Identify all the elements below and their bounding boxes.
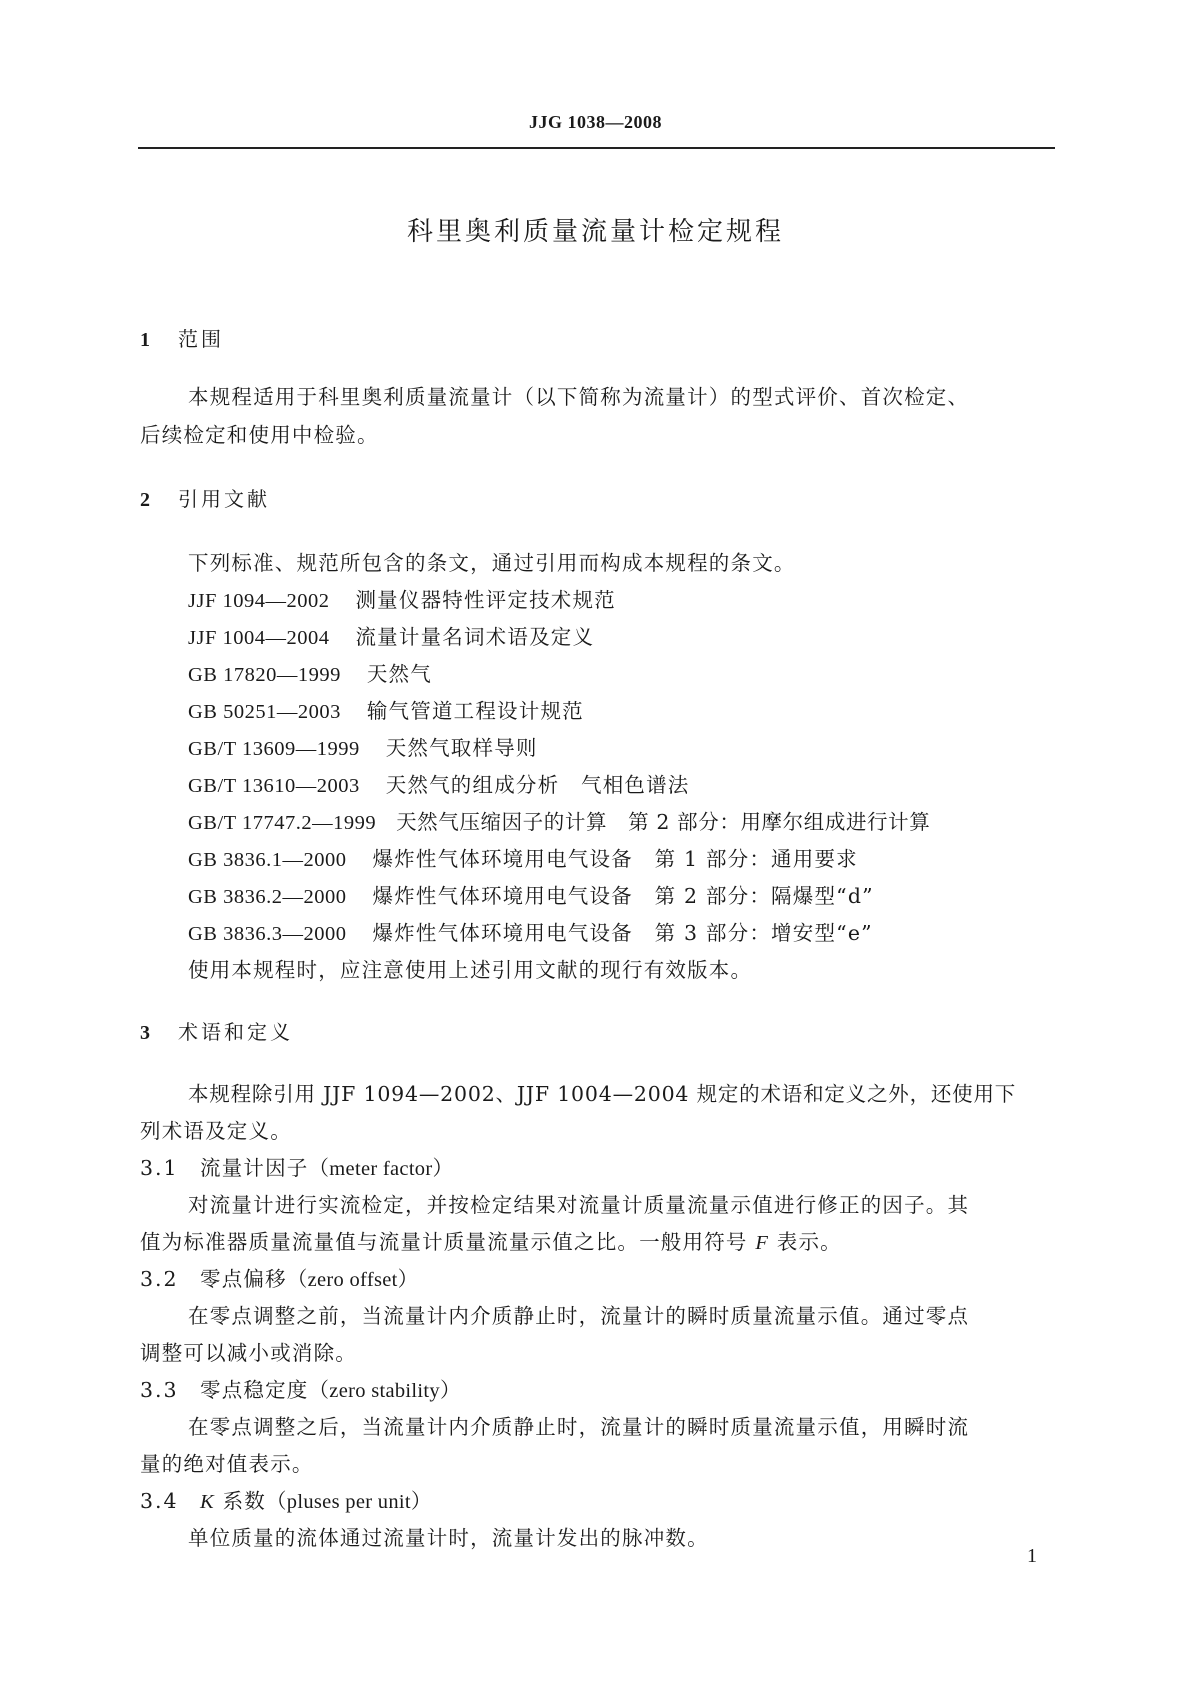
reference-code: GB/T 13610—2003 (188, 775, 360, 797)
reference-item (188, 879, 874, 909)
reference-code: GB/T 17747.2—1999 (188, 812, 377, 834)
section-number: 3 (140, 1022, 150, 1044)
reference-item (188, 916, 873, 946)
term-english: （pluses per unit） (266, 1491, 432, 1513)
reference-item (188, 620, 594, 650)
reference-item (188, 805, 930, 835)
reference-name: 爆炸性气体环境用电气设备 第 2 部分：隔爆型“d” (372, 884, 874, 908)
term-name: 零点稳定度 (200, 1378, 309, 1402)
paragraph-line: 在零点调整之后，当流量计内介质静止时，流量计的瞬时质量流量示值，用瞬时流 (188, 1415, 970, 1439)
term-number: 3.1 (140, 1156, 179, 1180)
reference-code: JJF 1004—2004 (188, 627, 330, 649)
term-english: （meter factor） (308, 1158, 454, 1180)
term-number: 3.2 (140, 1267, 179, 1291)
reference-code: GB 3836.2—2000 (188, 886, 347, 908)
term-name: 系数 (214, 1489, 266, 1513)
term-english: （zero offset） (286, 1269, 419, 1291)
reference-item (188, 657, 432, 687)
paragraph-line: 量的绝对值表示。 (140, 1452, 314, 1476)
reference-code: GB/T 13609—1999 (188, 738, 360, 760)
reference-name: 天然气的组成分析 气相色谱法 (385, 773, 690, 797)
term-heading (140, 1484, 432, 1514)
reference-code: GB 3836.3—2000 (188, 923, 347, 945)
page-number: 1 (1027, 1545, 1037, 1567)
term-english: （zero stability） (308, 1380, 461, 1402)
header-rule (138, 147, 1055, 149)
reference-name: 爆炸性气体环境用电气设备 第 3 部分：增安型“e” (372, 921, 873, 945)
term-name: 流量计因子 (200, 1156, 309, 1180)
reference-name: 输气管道工程设计规范 (366, 699, 584, 723)
term-symbol-k: K (200, 1491, 215, 1513)
reference-item (188, 842, 858, 872)
reference-name: 天然气压缩因子的计算 第 2 部分：用摩尔组成进行计算 (396, 810, 931, 834)
paragraph-line: 本规程适用于科里奥利质量流量计（以下简称为流量计）的型式评价、首次检定、 (188, 385, 970, 409)
reference-name: 爆炸性气体环境用电气设备 第 1 部分：通用要求 (372, 847, 858, 871)
reference-name: 流量计量名词术语及定义 (355, 625, 595, 649)
reference-code: JJF 1094—2002 (188, 590, 330, 612)
reference-code: GB 50251—2003 (188, 701, 341, 723)
paragraph-line: 值为标准器质量流量值与流量计质量流量示值之比。一般用符号 F 表示。 (140, 1230, 842, 1254)
section-1-heading (140, 323, 224, 352)
paragraph-line: 使用本规程时，应注意使用上述引用文献的现行有效版本。 (188, 958, 753, 982)
term-name: 零点偏移 (200, 1267, 287, 1291)
reference-code: GB 3836.1—2000 (188, 849, 347, 871)
paragraph-line: 列术语及定义。 (140, 1119, 292, 1143)
paragraph-line: 下列标准、规范所包含的条文，通过引用而构成本规程的条文。 (188, 551, 796, 575)
term-heading (140, 1262, 418, 1292)
section-number: 2 (140, 489, 150, 511)
term-heading (140, 1373, 461, 1403)
symbol-f: F (755, 1232, 770, 1254)
section-title: 范围 (178, 327, 224, 351)
reference-name: 天然气 (366, 662, 432, 686)
reference-code: GB 17820—1999 (188, 664, 341, 686)
section-title: 引用文献 (178, 487, 270, 511)
reference-item (188, 583, 616, 613)
page-title: 科里奥利质量流量计检定规程 (406, 217, 784, 247)
paragraph-line: 在零点调整之前，当流量计内介质静止时，流量计的瞬时质量流量示值。通过零点 (188, 1304, 970, 1328)
section-2-heading (140, 483, 270, 512)
term-number: 3.3 (140, 1378, 179, 1402)
term-number: 3.4 (140, 1489, 179, 1513)
reference-item (188, 731, 538, 761)
section-number: 1 (140, 329, 150, 351)
reference-name: 测量仪器特性评定技术规范 (355, 588, 616, 612)
paragraph-line: 调整可以减小或消除。 (140, 1341, 357, 1365)
section-title: 术语和定义 (178, 1020, 293, 1044)
section-3-heading (140, 1016, 293, 1045)
paragraph-line: 本规程除引用 JJF 1094—2002、JJF 1004—2004 规定的术语和定义之外，还使用下 (188, 1082, 1017, 1106)
paragraph-line: 后续检定和使用中检验。 (140, 423, 379, 447)
reference-name: 天然气取样导则 (385, 736, 538, 760)
reference-item (188, 694, 584, 724)
reference-item (188, 768, 690, 798)
paragraph-line: 对流量计进行实流检定，并按检定结果对流量计质量流量示值进行修正的因子。其 (188, 1193, 970, 1217)
paragraph-line: 单位质量的流体通过流量计时，流量计发出的脉冲数。 (188, 1526, 709, 1550)
term-heading (140, 1151, 453, 1181)
document-code-header: JJG 1038—2008 (528, 112, 662, 132)
